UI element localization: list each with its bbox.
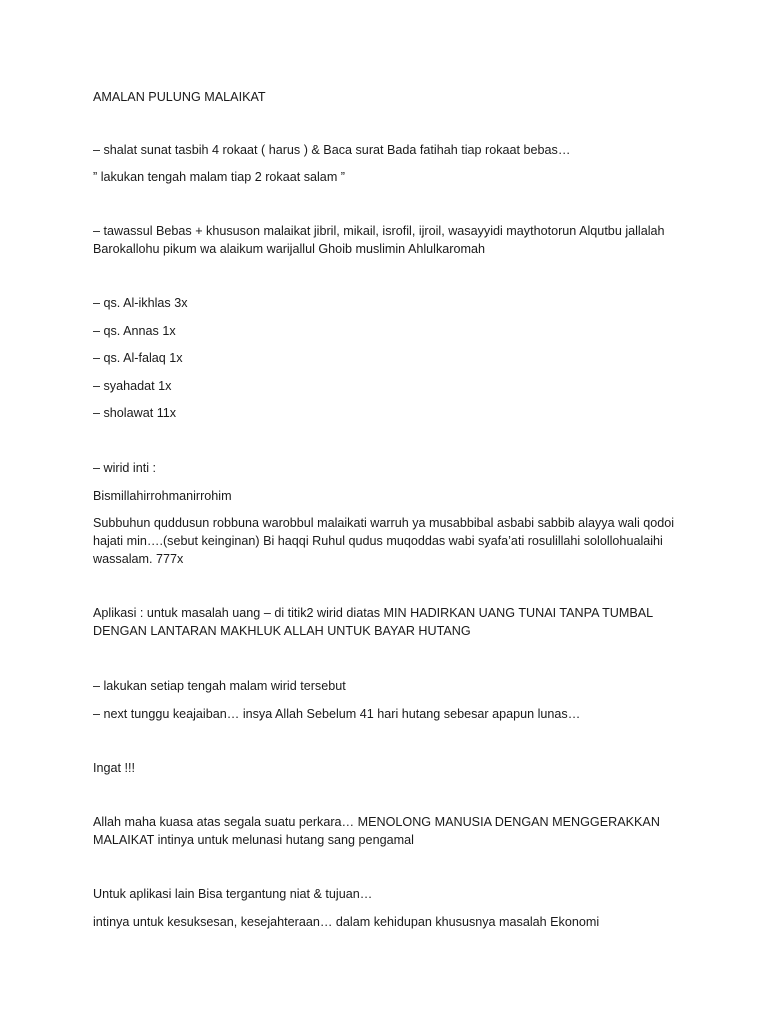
paragraph-lakukan: – lakukan setiap tengah malam wirid tersebut (93, 679, 346, 693)
paragraph-tengah-malam: ” lakukan tengah malam tiap 2 rokaat salam ” (93, 170, 345, 184)
paragraph-untuk-aplikasi: Untuk aplikasi lain Bisa tergantung niat & tujuan… (93, 887, 373, 901)
paragraph-shalat-tasbih: – shalat sunat tasbih 4 rokaat ( harus ) & Baca surat Bada fatihah tiap rokaat bebas… (93, 143, 571, 157)
list-item-syahadat: – syahadat 1x (93, 379, 172, 393)
list-item-annas: – qs. Annas 1x (93, 324, 176, 338)
document-title: AMALAN PULUNG MALAIKAT (93, 90, 266, 104)
paragraph-aplikasi: Aplikasi : untuk masalah uang – di titik2 wirid diatas MIN HADIRKAN UANG TUNAI TANPA TUMBAL DENGAN LANTARAN MAKHLUK ALLAH UNTUK BAYAR HUTANG (93, 606, 653, 638)
paragraph-wirid-inti: – wirid inti : (93, 461, 156, 475)
list-item-al-ikhlas: – qs. Al-ikhlas 3x (93, 296, 188, 310)
paragraph-tawassul: – tawassul Bebas + khususon malaikat jibril, mikail, isrofil, ijroil, wasayyidi maythotorun Alqutbu jallalah Barokallohu pikum wa alaikum warijallul Ghoib muslimin Ahlulkaromah (93, 224, 665, 256)
paragraph-ingat: Ingat !!! (93, 761, 136, 775)
list-item-al-falaq: – qs. Al-falaq 1x (93, 351, 183, 365)
paragraph-allah-maha-kuasa: Allah maha kuasa atas segala suatu perkara… MENOLONG MANUSIA DENGAN MENGGERAKKAN MALAIKAT intinya untuk melunasi hutang sang pengamal (93, 815, 660, 847)
list-item-sholawat: – sholawat 11x (93, 406, 177, 420)
paragraph-wirid-text: Subbuhun quddusun robbuna warobbul malaikati warruh ya musabbibal asbabi sabbib alayya wali qodoi hajati min….(sebut keinginan) Bi haqqi Ruhul qudus muqoddas wabi syafa’ati rosulillahi solollohualaihi wassalam. 777x (93, 516, 675, 566)
paragraph-bismillah: Bismillahirrohmanirrohim (93, 489, 232, 503)
paragraph-intinya: intinya untuk kesuksesan, kesejahteraan… dalam kehidupan khususnya masalah Ekonomi (93, 915, 600, 929)
paragraph-next: – next tunggu keajaiban… insya Allah Sebelum 41 hari hutang sebesar apapun lunas… (93, 707, 581, 721)
